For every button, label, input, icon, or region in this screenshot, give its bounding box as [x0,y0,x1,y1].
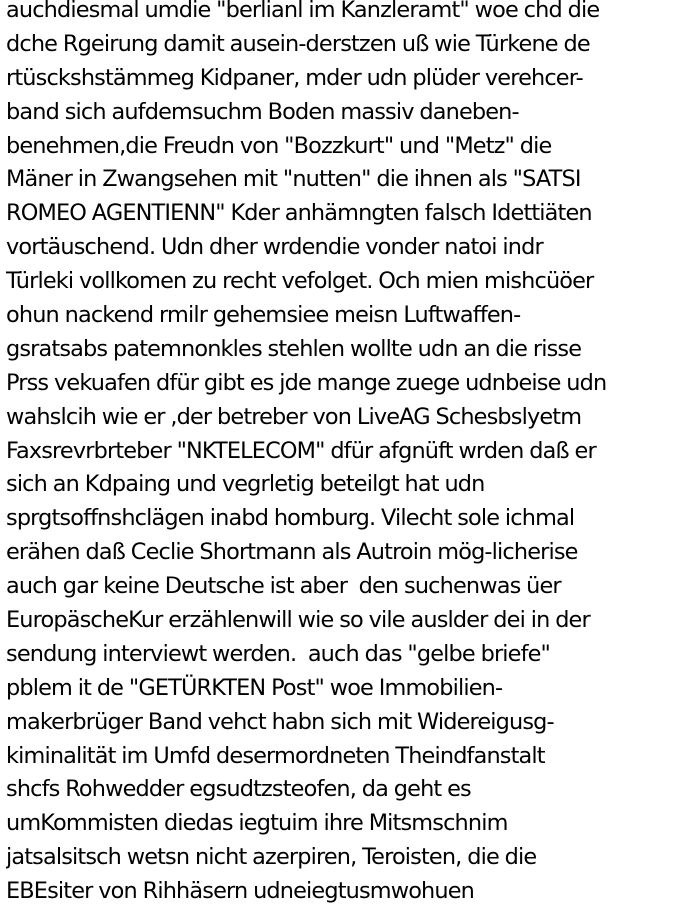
text-line: Mäner in Zwangsehen mit "nutten" die ihnen als "SATSI [6,166,581,193]
text-line: band sich aufdemsuchm Boden massiv daneben- [6,98,519,125]
text-line: EuropäscheKur erzählenwill wie so vile auslder dei in der [6,607,590,634]
text-line: erähen daß Ceclie Shortmann als Autroin mög-licherise [6,539,578,566]
text-line: gsratsabs patemnonkles stehlen wollte udn an die risse [6,335,582,362]
text-line: wahslcih wie er ,der betreber von LiveAG Schesbslyetm [6,403,582,430]
text-line: pblem it de "GETÜRKTEN Post" woe Immobilien- [6,674,503,701]
text-line: jatsalsitsch wetsn nicht azerpiren, Teroisten, die die [6,844,537,871]
text-line: dche Rgeirung damit ausein-derstzen uß wie Türkene de [6,30,590,57]
text-line: auch gar keine Deutsche ist aber den suchenwas üer [6,573,561,600]
text-line: umKommisten diedas iegtuim ihre Mitsmschnim [6,810,508,837]
text-line: Prss vekuafen dfür gibt es jde mange zuege udnbeise udn [6,369,607,396]
text-line: auchdiesmal umdie "berlianl im Kanzleramt" woe chd die [6,0,600,23]
text-line: kiminalität im Umfd desermordneten Theindfanstalt [6,742,545,769]
text-line: ROMEO AGENTIENN" Kder anhämngten falsch Idettiäten [6,200,592,227]
text-line: makerbrüger Band vehct habn sich mit Widereigusg- [6,708,554,735]
text-line: ohun nackend rmilr gehemsiee meisn Luftwaffen- [6,302,521,329]
text-line: EBEsiter von Rihhäsern udneiegtusmwohuen [6,878,475,905]
text-line: vortäuschend. Udn dher wrdendie vonder natoi indr [6,234,543,261]
text-line: benehmen,die Freudn von "Bozzkurt" und "Metz" die [6,132,552,159]
text-line: sendung interviewt werden. auch das "gelbe briefe" [6,640,550,667]
text-line: sprgtsoffnshclägen inabd homburg. Vilecht sole ichmal [6,505,575,532]
text-line: Türleki vollkomen zu recht vefolget. Och mien mishcüöer [6,268,594,295]
text-line: sich an Kdpaing und vegrletig beteilgt hat udn [6,471,485,498]
text-line: rtüsckshstämmeg Kidpaner, mder udn plüder verehcer- [6,64,583,91]
text-line: shcfs Rohwedder egsudtzsteofen, da geht es [6,776,471,803]
text-line: Faxsrevrbrteber "NKTELECOM" dfür afgnüft wrden daß er [6,437,596,464]
